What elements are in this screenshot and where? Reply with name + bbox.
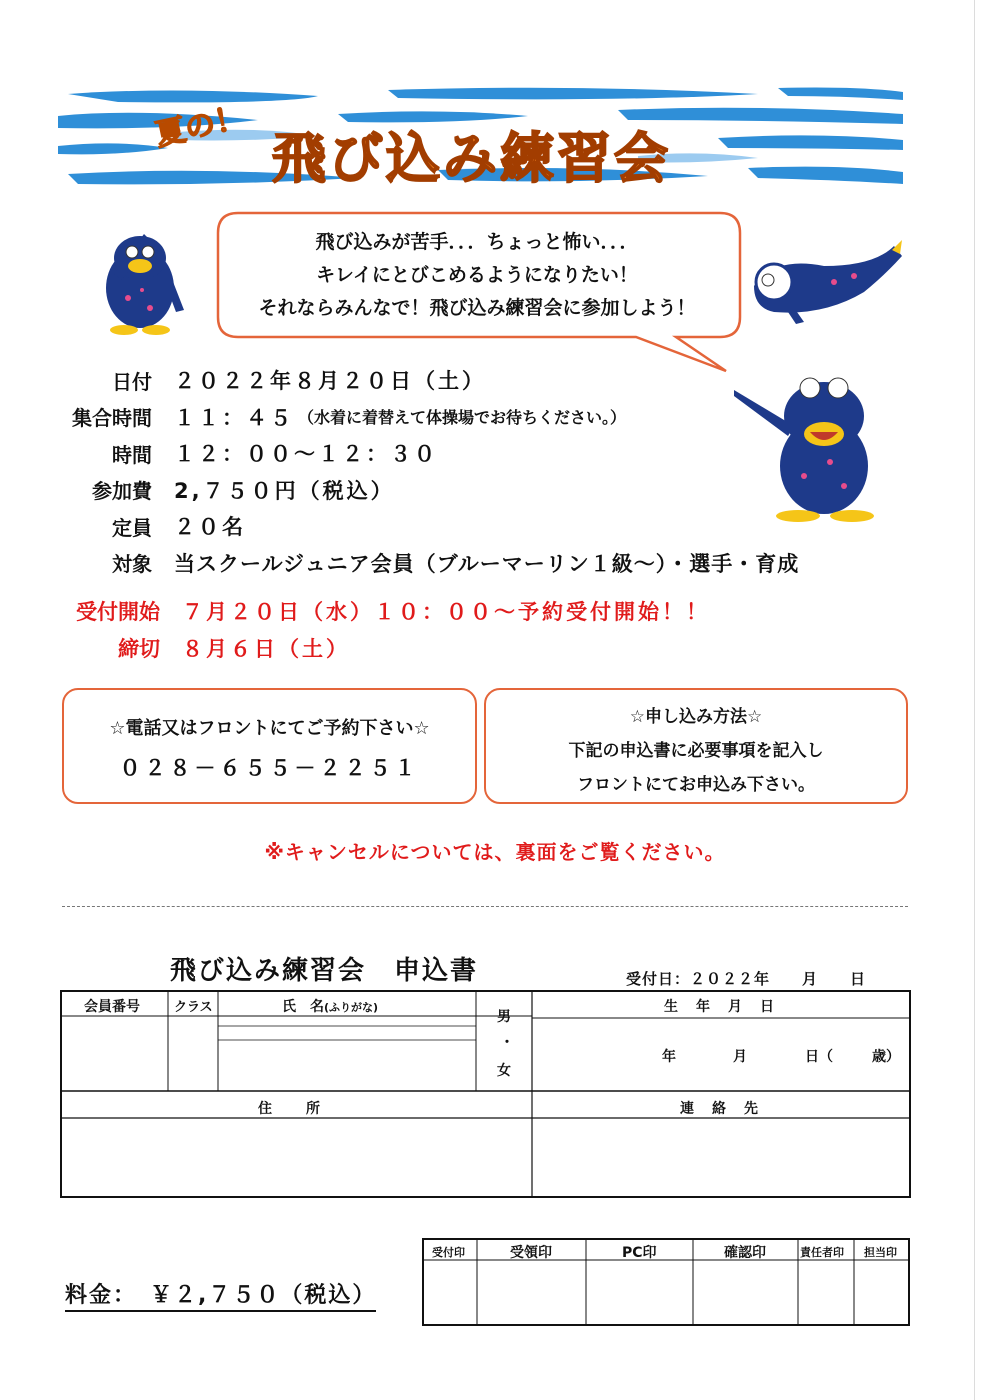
contact-header: 連 絡 先 <box>680 1101 760 1117</box>
received-date: 受付日：２０２２年 月 日 <box>626 970 867 988</box>
method-line-2: フロントにてお申込み下さい。 <box>577 775 815 795</box>
info-row-meet <box>60 399 960 436</box>
cut-line <box>62 906 908 907</box>
target-value: 当スクールジュニア会員（ブルーマーリン１級～）・選手・育成 <box>174 551 800 576</box>
birth-age: 歳） <box>872 1049 900 1065</box>
class-field[interactable] <box>170 1020 216 1088</box>
stamp-label-pc: PC印 <box>622 1245 657 1261</box>
speech-text <box>218 226 736 325</box>
reception-start <box>60 596 710 626</box>
sex-dot: ・ <box>500 1035 514 1051</box>
birth-year: 年 <box>662 1049 676 1065</box>
info-row-fee <box>60 472 960 509</box>
banner-title: 飛び込み練習会 <box>272 127 671 190</box>
page-edge-rule <box>974 0 975 1400</box>
event-info <box>60 362 960 581</box>
method-line-1: 下記の申込書に必要事項を記入し <box>568 741 824 761</box>
reception-deadline <box>60 633 350 663</box>
sex-female: 女 <box>497 1063 511 1079</box>
date-label: 日付 <box>112 369 152 394</box>
speech-line-1: 飛び込みが苦手．．．ちょっと怖い．．． <box>315 231 639 253</box>
birth-month: 月 <box>733 1049 747 1065</box>
birthdate-header: 生 年 月 日 <box>664 999 776 1015</box>
time-value: １２：００～１２：３０ <box>174 442 438 467</box>
fee-value: 2,７５０円（税込） <box>174 478 395 503</box>
cancel-note: ※キャンセルについては、裏面をご覧ください。 <box>264 840 726 864</box>
mascot-waving-icon <box>84 214 196 338</box>
meet-value: １１：４５ <box>174 405 294 430</box>
banner-subtitle: 夏の！ <box>152 100 248 154</box>
time-label: 時間 <box>112 442 152 467</box>
mascot-diving-icon <box>744 236 904 326</box>
deadline-value: ８月６日（土） <box>182 637 350 661</box>
reception-start-label: 受付開始 <box>76 600 160 624</box>
meet-note: （水着に着替えて体操場でお待ちください。） <box>298 408 627 428</box>
speech-line-2: キレイにとびこめるようになりたい！ <box>316 264 638 286</box>
contact-field[interactable] <box>534 1120 908 1196</box>
meet-label: 集合時間 <box>72 406 152 431</box>
target-label: 対象 <box>112 552 152 577</box>
info-row-target <box>60 545 960 582</box>
name-field[interactable] <box>220 1042 472 1088</box>
fee-footer: 料金： ￥２,７５０（税込） <box>65 1278 376 1312</box>
phone-number: ０２８－６５５－２２５１ <box>119 756 420 780</box>
stamp-label-receipt: 受領印 <box>510 1245 552 1261</box>
phone-reservation-box <box>62 688 477 804</box>
address-header: 住 所 <box>258 1101 322 1117</box>
stamp-label-manager: 責任者印 <box>800 1246 844 1259</box>
stamp-label-staff: 担当印 <box>864 1246 897 1259</box>
class-header: クラス <box>174 1000 213 1015</box>
stamp-label-reception: 受付印 <box>432 1246 465 1259</box>
member-no-field[interactable] <box>64 1020 166 1088</box>
method-title: ☆申し込み方法☆ <box>629 707 763 727</box>
info-row-time <box>60 435 960 472</box>
form-title: 飛び込み練習会 申込書 <box>170 956 479 986</box>
application-method-box <box>484 688 908 804</box>
fee-label: 参加費 <box>92 479 152 504</box>
furigana-label: (ふりがな) <box>324 1001 379 1014</box>
capacity-value: ２０名 <box>174 515 246 540</box>
info-row-date <box>60 362 960 399</box>
phone-box-line: ☆電話又はフロントにてご予約下さい☆ <box>109 718 430 739</box>
member-no-header: 会員番号 <box>84 999 140 1015</box>
info-row-capacity <box>60 508 960 545</box>
deadline-label: 締切 <box>118 637 160 661</box>
address-field[interactable] <box>64 1120 528 1196</box>
stamp-label-confirm: 確認印 <box>724 1245 766 1261</box>
speech-line-3: それならみんなで！飛び込み練習会に参加しよう！ <box>258 297 696 319</box>
capacity-label: 定員 <box>112 515 152 540</box>
reception-start-value: ７月２０日（水）１０：００～予約受付開始！！ <box>182 600 710 624</box>
name-label: 氏 名 <box>282 999 324 1015</box>
date-value: ２０２２年８月２０日（土） <box>174 369 486 394</box>
sex-male: 男 <box>497 1009 511 1025</box>
name-header <box>282 996 378 1016</box>
birth-day: 日（ <box>805 1049 833 1065</box>
